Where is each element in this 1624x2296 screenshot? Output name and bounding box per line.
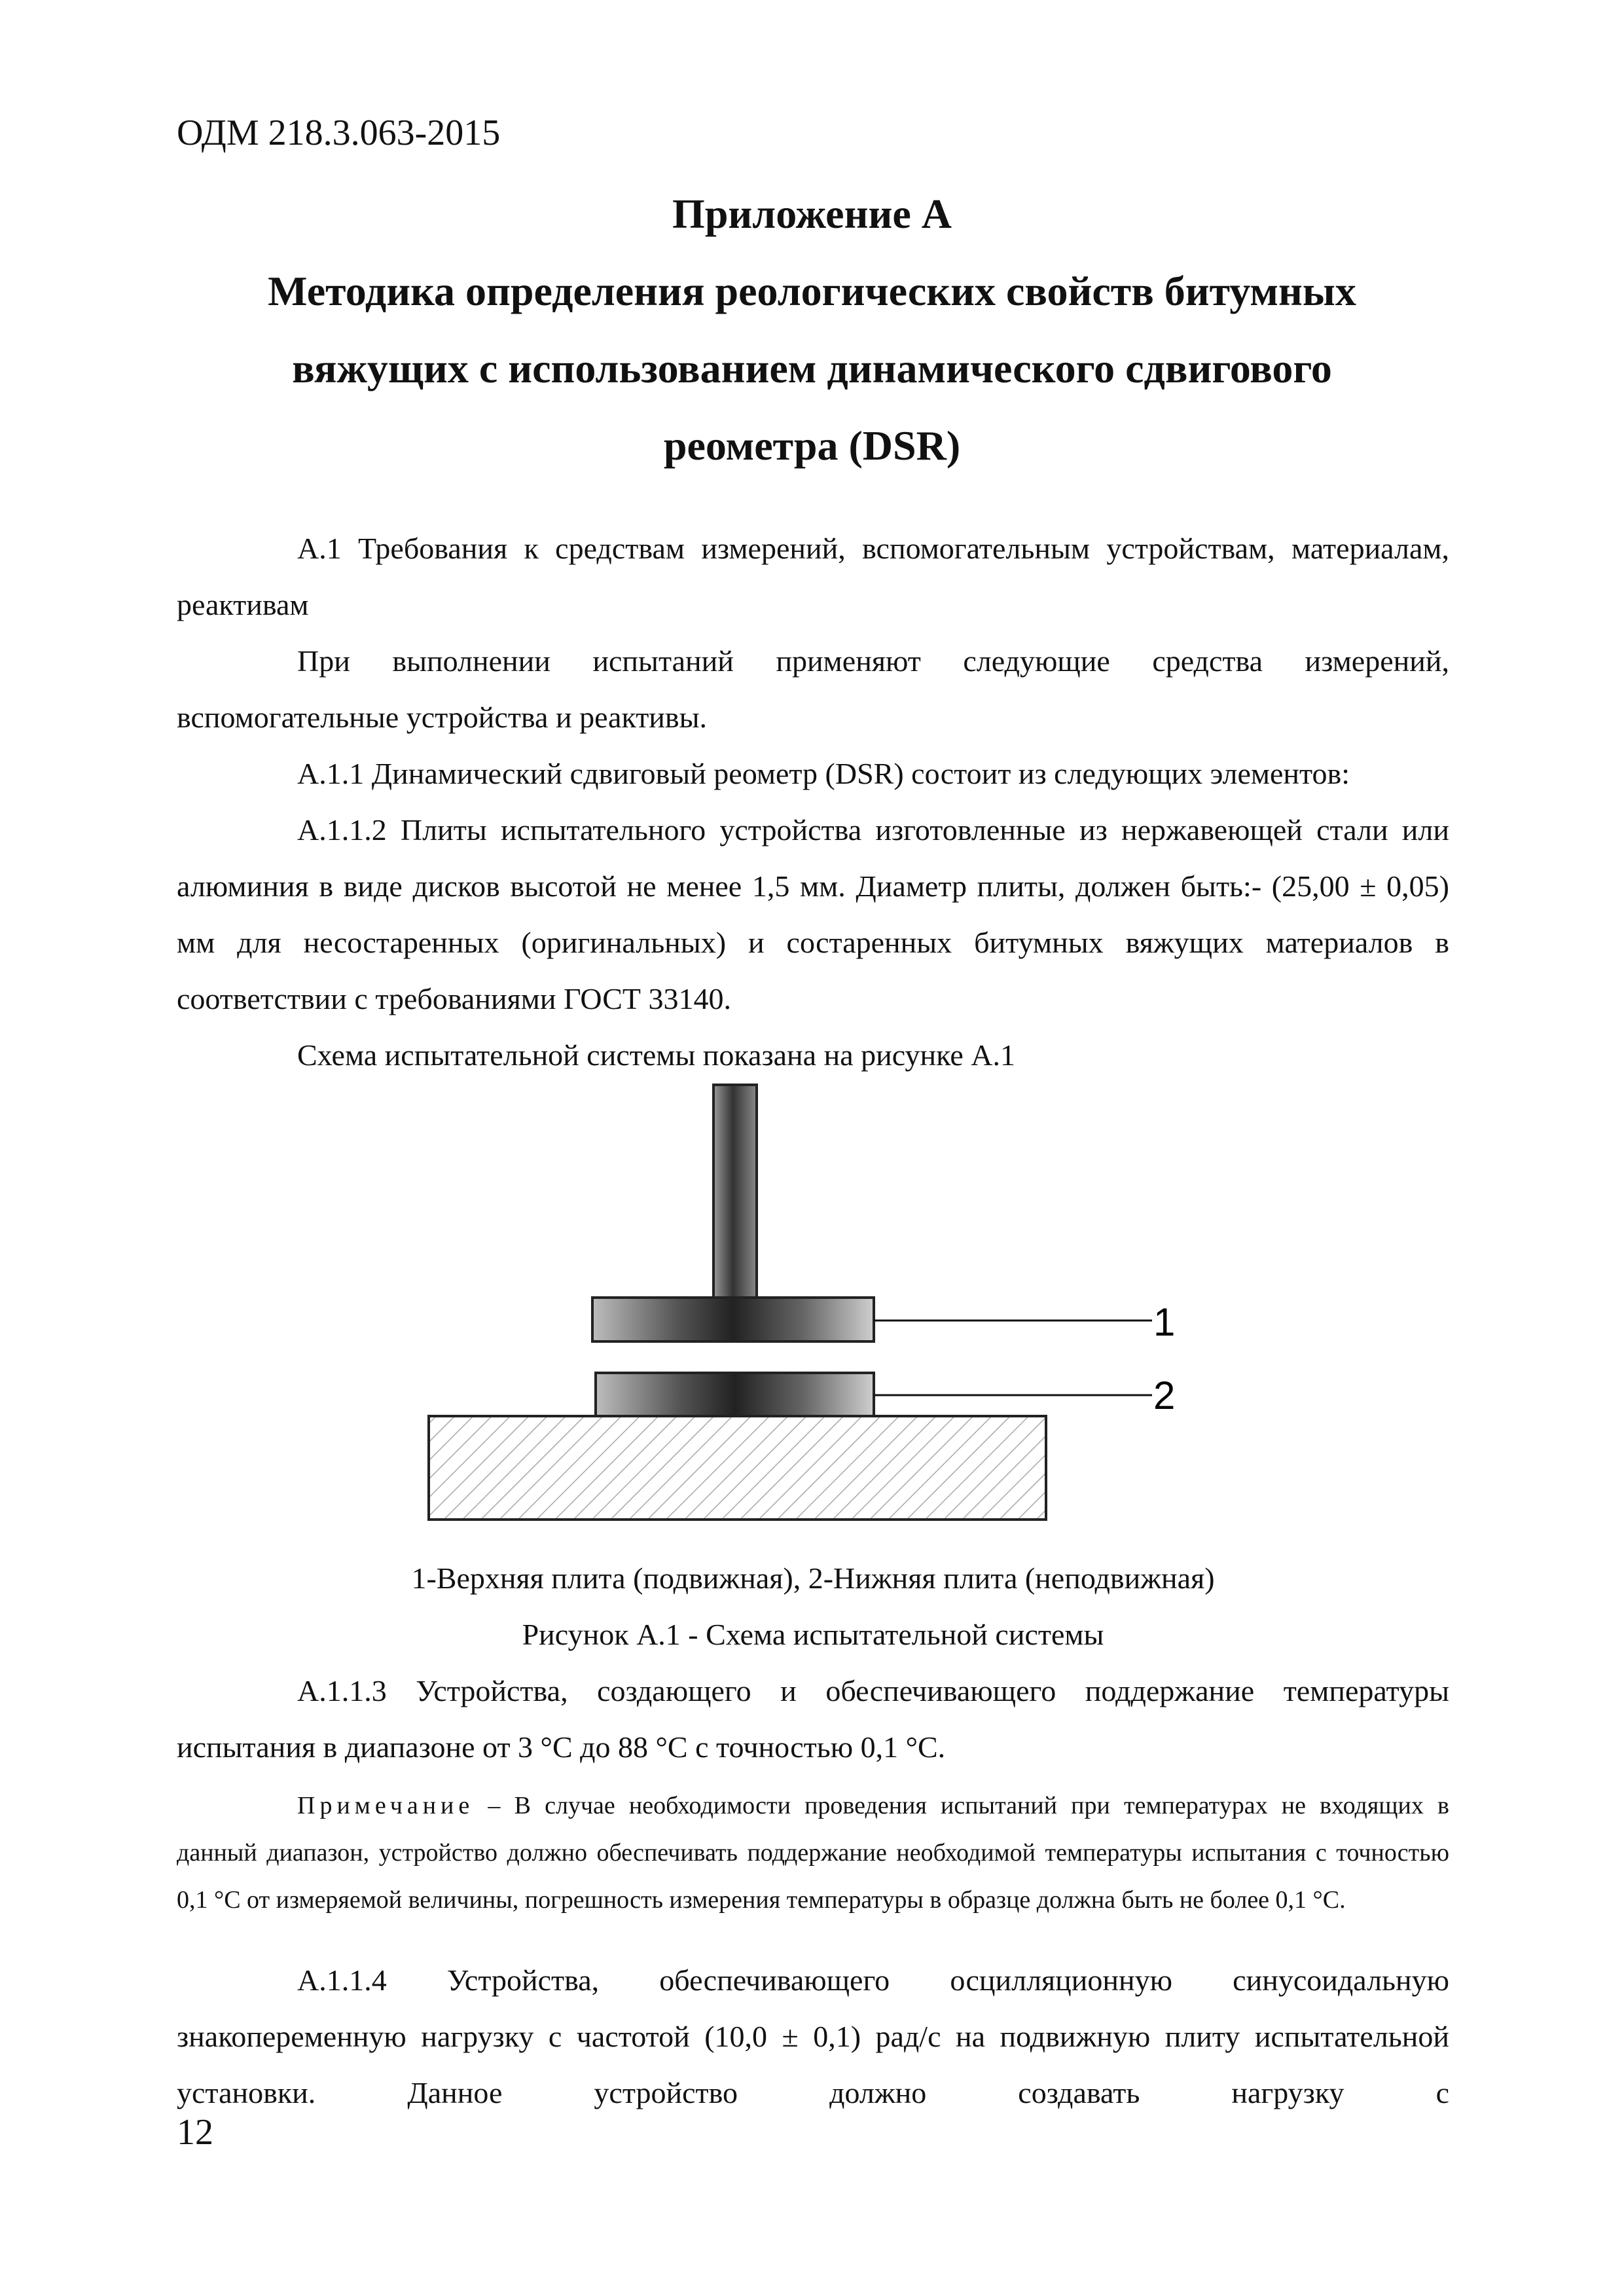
appendix-subtitle-line-3: реометра (DSR)	[663, 422, 961, 469]
section-a1-1-3: А.1.1.3 Устройства, создающего и обеспечивающего поддержание температуры испытания в диапазоне от 3 °С до 88 °С с точностью 0,1 °С.	[177, 1674, 1449, 1764]
figure-caption: Рисунок А.1 - Схема испытательной системы	[522, 1618, 1104, 1651]
document-code: ОДМ 218.3.063-2015	[177, 113, 501, 153]
note-text: – В случае необходимости проведения испытаний при температурах не входящих в данный диапазон, устройство должно обеспечивать поддержание необходимой температуры испытания с точностью 0,1 °С от измеряемой величины, погрешность измерения температуры в образце должна быть не более 0,1 °С.	[177, 1792, 1449, 1914]
appendix-title: Приложение А	[672, 191, 952, 237]
appendix-subtitle-line-1: Методика определения реологических свойств битумных	[268, 268, 1356, 314]
section-a1-heading: А.1 Требования к средствам измерений, вспомогательным устройствам, материалам, реактивам	[177, 532, 1449, 621]
section-a1-intro: При выполнении испытаний применяют следующие средства измерений, вспомогательные устройства и реактивы.	[177, 644, 1449, 734]
note-block	[177, 1782, 1449, 1923]
figure-label-2: 2	[1153, 1374, 1176, 1417]
page-number: 12	[177, 2112, 213, 2153]
figure-label-1: 1	[1153, 1300, 1176, 1344]
lower-plate	[596, 1373, 874, 1416]
section-a1-1: А.1.1 Динамический сдвиговый реометр (DSR) состоит из следующих элементов:	[297, 757, 1350, 790]
appendix-subtitle-line-2: вяжущих с использованием динамического сдвигового	[292, 345, 1332, 392]
section-a1-1-2: А.1.1.2 Плиты испытательного устройства изготовленные из нержавеющей стали или алюминия в виде дисков высотой не менее 1,5 мм. Диаметр плиты, должен быть:- (25,00 ± 0,05) мм для несостаренных (оригинальных) и состаренных битумных вяжущих материалов в соответствии с требованиями ГОСТ 33140.	[177, 813, 1449, 1015]
figure-legend: 1-Верхняя плита (подвижная), 2-Нижняя плита (неподвижная)	[411, 1561, 1215, 1595]
base-block	[429, 1416, 1046, 1520]
section-a1-1-4: А.1.1.4 Устройства, обеспечивающего осцилляционную синусоидальную знакопеременную нагрузку с частотой (10,0 ± 0,1) рад/с на подвижную плиту испытательной установки. Данное устройство должно создавать нагрузку с	[177, 1963, 1449, 2109]
upper-plate	[592, 1298, 874, 1341]
scheme-reference: Схема испытательной системы показана на рисунке А.1	[297, 1038, 1016, 1072]
note-label: Примечание	[297, 1792, 475, 1819]
rotor-shaft	[713, 1085, 757, 1298]
